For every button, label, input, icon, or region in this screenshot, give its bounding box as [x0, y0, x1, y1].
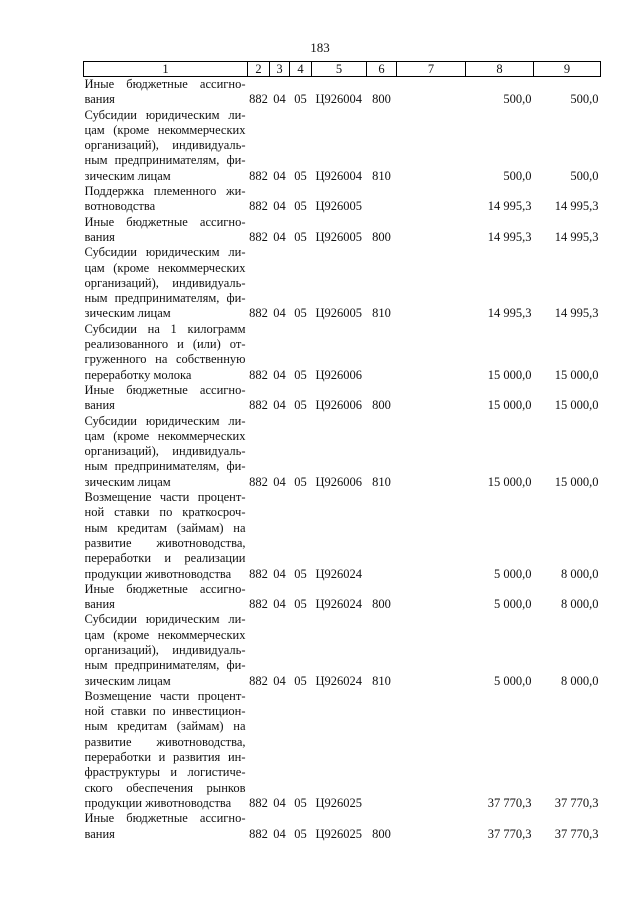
cell-admin-code: 882: [249, 474, 268, 489]
row-description: [84, 322, 248, 383]
cell-amount-col9: 8 000,0: [561, 597, 599, 612]
cell-target-article: Ц926004: [315, 168, 363, 183]
description-line: зическим лицам: [84, 673, 171, 688]
description-line: Возмещение части процент-: [84, 688, 246, 703]
cell-admin-code: 882: [249, 398, 268, 413]
cell-col7: [397, 184, 466, 215]
cell-amount-col8: 37 770,3: [487, 795, 532, 810]
header-cell: 9: [534, 62, 601, 77]
cell-target-article: Ц926004: [315, 92, 363, 107]
description-line: организаций), индивидуаль-: [84, 642, 246, 657]
cell-expense-type: [367, 322, 397, 383]
description-line: Субсидии юридическим ли-: [84, 245, 246, 260]
description-line: Иные бюджетные ассигно-: [84, 77, 246, 91]
description-line: Субсидии на 1 килограмм: [84, 321, 246, 336]
cell-admin-code: 882: [249, 795, 268, 810]
header-cell: 6: [367, 62, 397, 77]
description-line: цам (кроме некоммерческих: [84, 627, 246, 642]
table-row: [84, 582, 601, 613]
cell-expense-type: 800: [372, 826, 391, 841]
cell-subsection-code: 05: [294, 673, 307, 688]
description-line: Иные бюджетные ассигно-: [84, 581, 246, 596]
cell-section-code: 04: [273, 826, 286, 841]
table-row: [84, 414, 601, 490]
cell-expense-type: 810: [372, 306, 391, 321]
cell-col7: [397, 108, 466, 184]
cell-target-article: Ц926005: [315, 306, 363, 321]
description-line: переработку молока: [84, 367, 192, 382]
cell-amount-col8: 500,0: [503, 92, 532, 107]
cell-admin-code: 882: [249, 826, 268, 841]
description-line: зическим лицам: [84, 306, 171, 321]
description-line: ной ставки по инвестицион-: [84, 704, 246, 719]
description-line: ным предпринимателям, фи-: [84, 658, 246, 673]
header-cell: 8: [466, 62, 534, 77]
table-row: [84, 490, 601, 582]
table-row: [84, 689, 601, 811]
cell-amount-col8: 15 000,0: [487, 474, 532, 489]
description-line: ского обеспечения рынков: [84, 780, 246, 795]
table-row: [84, 245, 601, 321]
cell-admin-code: 882: [249, 597, 268, 612]
table-row: [84, 184, 601, 215]
description-line: ным кредитам (займам) на: [84, 719, 246, 734]
header-cell: 3: [270, 62, 290, 77]
row-description: [84, 689, 248, 811]
cell-subsection-code: 05: [294, 826, 307, 841]
cell-amount-col8: 15 000,0: [487, 398, 532, 413]
description-line: ным предпринимателям, фи-: [84, 291, 246, 306]
description-line: цам (кроме некоммерческих: [84, 260, 246, 275]
table-header: [84, 62, 601, 77]
cell-amount-col8: 14 995,3: [487, 199, 532, 214]
cell-amount-col9: 8 000,0: [561, 673, 599, 688]
description-line: ным кредитам (займам) на: [84, 520, 246, 535]
description-line: груженного на собственную: [84, 352, 246, 367]
cell-target-article: Ц926006: [315, 398, 363, 413]
page-number: 183: [310, 40, 330, 55]
cell-section-code: 04: [273, 199, 286, 214]
cell-subsection-code: 05: [294, 474, 307, 489]
cell-amount-col9: 14 995,3: [554, 306, 599, 321]
cell-subsection-code: 05: [294, 795, 307, 810]
cell-amount-col8: 5 000,0: [494, 673, 532, 688]
cell-section-code: 04: [273, 795, 286, 810]
cell-expense-type: 810: [372, 474, 391, 489]
cell-admin-code: 882: [249, 229, 268, 244]
cell-col7: [397, 490, 466, 582]
description-line: Возмещение части процент-: [84, 490, 246, 505]
cell-section-code: 04: [273, 168, 286, 183]
cell-amount-col8: 14 995,3: [487, 306, 532, 321]
cell-amount-col8: 14 995,3: [487, 229, 532, 244]
cell-expense-type: 800: [372, 92, 391, 107]
header-cell: 2: [248, 62, 270, 77]
cell-amount-col9: 14 995,3: [554, 199, 599, 214]
description-line: вотноводства: [84, 199, 156, 214]
cell-amount-col9: 500,0: [570, 168, 599, 183]
header-cell: 7: [397, 62, 466, 77]
cell-subsection-code: 05: [294, 566, 307, 581]
description-line: ным предпринимателям, фи-: [84, 153, 246, 168]
row-description: [84, 245, 248, 321]
row-description: [84, 811, 248, 842]
cell-section-code: 04: [273, 673, 286, 688]
cell-col7: [397, 383, 466, 414]
cell-target-article: Ц926025: [315, 795, 363, 810]
cell-amount-col8: 37 770,3: [487, 826, 532, 841]
cell-target-article: Ц926005: [315, 229, 363, 244]
description-line: Иные бюджетные ассигно-: [84, 214, 246, 229]
table-row: [84, 215, 601, 246]
cell-section-code: 04: [273, 367, 286, 382]
cell-col7: [397, 245, 466, 321]
cell-section-code: 04: [273, 597, 286, 612]
cell-section-code: 04: [273, 229, 286, 244]
description-line: продукции животноводства: [84, 795, 232, 810]
cell-col7: [397, 215, 466, 246]
row-description: [84, 184, 248, 215]
description-line: реализованного и (или) от-: [84, 337, 246, 352]
cell-target-article: Ц926006: [315, 367, 363, 382]
table-row: [84, 612, 601, 688]
table-body: [84, 77, 601, 842]
cell-col7: [397, 582, 466, 613]
description-line: развитие животноводства,: [84, 535, 246, 550]
cell-col7: [397, 811, 466, 842]
cell-subsection-code: 05: [294, 398, 307, 413]
cell-amount-col8: 5 000,0: [494, 566, 532, 581]
description-line: вания: [84, 92, 115, 107]
row-description: [84, 108, 248, 184]
description-line: цам (кроме некоммерческих: [84, 428, 246, 443]
cell-expense-type: 810: [372, 673, 391, 688]
cell-admin-code: 882: [249, 566, 268, 581]
description-line: вания: [84, 826, 115, 841]
cell-amount-col9: 37 770,3: [554, 826, 599, 841]
cell-section-code: 04: [273, 306, 286, 321]
cell-amount-col8: 500,0: [503, 168, 532, 183]
description-line: переработки и развития ин-: [84, 750, 246, 765]
cell-col7: [397, 689, 466, 811]
description-line: Субсидии юридическим ли-: [84, 413, 246, 428]
table-row: [84, 108, 601, 184]
description-line: фраструктуры и логистиче-: [84, 765, 246, 780]
cell-target-article: Ц926024: [315, 673, 363, 688]
cell-amount-col9: 500,0: [570, 92, 599, 107]
description-line: организаций), индивидуаль-: [84, 444, 246, 459]
description-line: организаций), индивидуаль-: [84, 138, 246, 153]
description-line: Субсидии юридическим ли-: [84, 107, 246, 122]
cell-amount-col9: 14 995,3: [554, 229, 599, 244]
row-description: [84, 383, 248, 414]
cell-admin-code: 882: [249, 92, 268, 107]
description-line: Поддержка племенного жи-: [84, 184, 246, 199]
row-description: [84, 215, 248, 246]
cell-section-code: 04: [273, 566, 286, 581]
header-cell: 4: [290, 62, 312, 77]
cell-amount-col9: 15 000,0: [554, 367, 599, 382]
description-line: организаций), индивидуаль-: [84, 275, 246, 290]
cell-admin-code: 882: [249, 673, 268, 688]
cell-target-article: Ц926024: [315, 566, 363, 581]
cell-expense-type: [367, 490, 397, 582]
cell-col7: [397, 612, 466, 688]
row-description: [84, 612, 248, 688]
cell-expense-type: [367, 184, 397, 215]
cell-subsection-code: 05: [294, 199, 307, 214]
cell-expense-type: 800: [372, 229, 391, 244]
cell-expense-type: 810: [372, 168, 391, 183]
cell-subsection-code: 05: [294, 597, 307, 612]
cell-admin-code: 882: [249, 168, 268, 183]
description-line: зическим лицам: [84, 168, 171, 183]
description-line: ным предпринимателям, фи-: [84, 459, 246, 474]
cell-amount-col9: 15 000,0: [554, 398, 599, 413]
row-description: [84, 490, 248, 582]
cell-amount-col9: 37 770,3: [554, 795, 599, 810]
cell-admin-code: 882: [249, 367, 268, 382]
cell-section-code: 04: [273, 92, 286, 107]
cell-expense-type: [367, 689, 397, 811]
description-line: продукции животноводства: [84, 566, 232, 581]
cell-subsection-code: 05: [294, 229, 307, 244]
budget-table: [83, 61, 601, 842]
cell-subsection-code: 05: [294, 306, 307, 321]
cell-target-article: Ц926006: [315, 474, 363, 489]
description-line: переработки и реализации: [84, 551, 246, 566]
cell-expense-type: 800: [372, 398, 391, 413]
table-row: [84, 811, 601, 842]
description-line: развитие животноводства,: [84, 734, 246, 749]
table-row: [84, 322, 601, 383]
cell-section-code: 04: [273, 474, 286, 489]
cell-admin-code: 882: [249, 199, 268, 214]
cell-col7: [397, 414, 466, 490]
description-line: вания: [84, 398, 115, 413]
cell-expense-type: 800: [372, 597, 391, 612]
description-line: ной ставки по краткосроч-: [84, 505, 246, 520]
description-line: Иные бюджетные ассигно-: [84, 382, 246, 397]
row-description: [84, 414, 248, 490]
description-line: вания: [84, 229, 115, 244]
cell-subsection-code: 05: [294, 92, 307, 107]
cell-col7: [397, 322, 466, 383]
header-cell: 1: [84, 62, 248, 77]
cell-subsection-code: 05: [294, 367, 307, 382]
cell-amount-col9: 8 000,0: [561, 566, 599, 581]
cell-target-article: Ц926024: [315, 597, 363, 612]
description-line: цам (кроме некоммерческих: [84, 122, 246, 137]
cell-col7: [397, 77, 466, 108]
cell-amount-col8: 5 000,0: [494, 597, 532, 612]
description-line: Иные бюджетные ассигно-: [84, 811, 246, 826]
description-line: зическим лицам: [84, 474, 171, 489]
header-cell: 5: [312, 62, 367, 77]
cell-amount-col9: 15 000,0: [554, 474, 599, 489]
cell-subsection-code: 05: [294, 168, 307, 183]
cell-target-article: Ц926025: [315, 826, 363, 841]
table-row: [84, 77, 601, 108]
cell-admin-code: 882: [249, 306, 268, 321]
table-row: [84, 383, 601, 414]
row-description: [84, 582, 248, 613]
description-line: вания: [84, 597, 115, 612]
cell-section-code: 04: [273, 398, 286, 413]
row-description: [84, 77, 248, 108]
description-line: Субсидии юридическим ли-: [84, 612, 246, 627]
cell-target-article: Ц926005: [315, 199, 363, 214]
cell-amount-col8: 15 000,0: [487, 367, 532, 382]
